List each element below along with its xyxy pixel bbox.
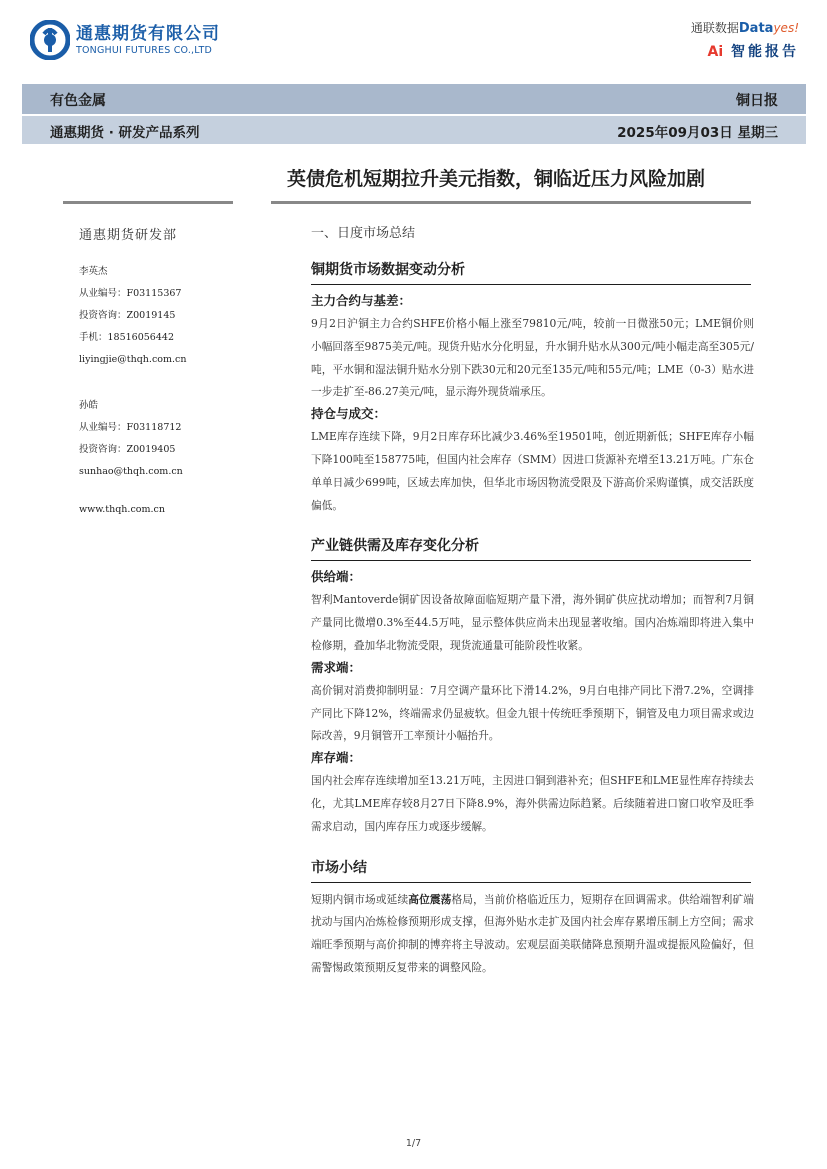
- company-name-cn: 通惠期货有限公司: [76, 23, 220, 44]
- market-data-title: 铜期货市场数据变动分析: [311, 259, 751, 285]
- page-number: 1/7: [405, 1138, 422, 1149]
- summary-paragraph: [311, 889, 754, 980]
- demand-label: 需求端：: [311, 659, 362, 675]
- section-heading: 一、日度市场总结: [311, 226, 416, 241]
- supply-chain-title: 产业链供需及库存变化分析: [311, 535, 751, 561]
- datayes-yes: yes!: [773, 21, 799, 35]
- demand-paragraph: 高价铜对消费抑制明显：7月空调产量环比下滑14.2%，9月白电排产同比下滑7.2%，空调排产同比下降12%，终端需求仍显疲软。但金九银十传统旺季预期下，铜管及电力项目需求或边际改善，9月铜管开工率预计小幅抬升。: [311, 683, 754, 743]
- summary-text-after: 格局，当前价格临近压力，短期存在回调需求。供给端智利矿端扰动与国内冶炼检修预期形成支撑，但海外贴水走扩及国内社会库存累增压制上方空间；需求端旺季预期与高价抑制的博弈将主导波动。宏观层面美联储降息预期升温或提振风险偏好，但需警惕政策预期反复带来的调整风险。: [311, 892, 754, 974]
- inventory-paragraph: 国内社会库存连续增加至13.21万吨，主因进口铜到港补充；但SHFE和LME显性库存持续去化，尤其LME库存较8月27日下降8.9%，海外供需边际趋紧。后续随着进口窗口收窄及旺季需求启动，国内库存压力或逐步缓解。: [311, 774, 754, 833]
- analyst-email[interactable]: sunhao@thqh.com.cn: [79, 466, 183, 477]
- company-website[interactable]: www.thqh.com.cn: [79, 504, 165, 515]
- company-logo: [30, 20, 220, 60]
- supply-label: 供给端：: [311, 569, 362, 585]
- report-body: [311, 222, 757, 980]
- basis-label: 主力合约与基差：: [311, 293, 412, 308]
- report-date: 2025年09月03日 星期三: [617, 125, 778, 141]
- ai-report-label: [691, 41, 799, 61]
- datayes-cn: 通联数据: [690, 21, 739, 35]
- datayes-data: Data: [738, 21, 774, 36]
- analyst-advisory: 投资咨询：Z0019405: [79, 444, 176, 455]
- author-sidebar: [79, 224, 249, 521]
- series-banner: [22, 116, 806, 144]
- analyst-name: 孙皓: [79, 400, 99, 411]
- ai-icon: Ai: [707, 44, 724, 60]
- ai-report-text: 智能报告: [731, 44, 799, 60]
- position-paragraph: LME库存连续下降，9月2日库存环比减少3.46%至19501吨，创近期新低；SHFE库存小幅下降100吨至158775吨，但国内社会库存（SMM）因进口货源补充增至13.21万吨。广东仓单单日减少699吨，区域去库加快，但华北市场因物流受限及下游高价采购谨慎，成交活跃度偏低。: [311, 430, 754, 512]
- analyst-phone: 手机：18516056442: [79, 332, 174, 343]
- research-dept: 通惠期货研发部: [79, 228, 178, 243]
- basis-paragraph: 9月2日沪铜主力合约SHFE价格小幅上涨至79810元/吨，较前一日微涨50元；LME铜价则小幅回落至9875美元/吨。现货升贴水分化明显，升水铜升贴水从300元/吨小幅走高至305元/吨，平水铜和湿法铜升贴水分别下跌30元和20元至135元/吨和55元/吨；LME（0-3）贴水进一步走扩至-86.27美元/吨，显示海外现货端承压。: [311, 317, 754, 399]
- title-divider-right: [271, 201, 751, 204]
- analyst-email[interactable]: liyingjie@thqh.com.cn: [79, 354, 187, 365]
- analyst-advisory: 投资咨询：Z0019145: [79, 310, 176, 321]
- analyst-license: 从业编号：F03118712: [79, 422, 182, 433]
- position-label: 持仓与成交：: [311, 406, 387, 422]
- summary-title: 市场小结: [311, 857, 751, 883]
- summary-highlight: 高位震荡: [408, 892, 452, 906]
- category-banner: [22, 84, 806, 114]
- datayes-logo: [691, 20, 799, 61]
- supply-paragraph: 智利Mantoverde铜矿因设备故障面临短期产量下滑，海外铜矿供应扰动增加；而智利7月铜产量同比微增0.3%至44.5万吨，显示整体供应尚未出现显著收缩。国内冶炼端即将进入集中检修期，叠加华北物流受限，现货流通量可能阶段性收紧。: [311, 593, 754, 652]
- analyst-license: 从业编号：F03115367: [79, 288, 182, 299]
- category-label: 有色金属: [50, 93, 106, 109]
- inventory-label: 库存端：: [311, 750, 362, 766]
- company-name-en: TONGHUI FUTURES CO.,LTD: [76, 44, 212, 56]
- report-title: 英债危机短期拉升美元指数，铜临近压力风险加剧: [287, 168, 706, 190]
- company-logo-icon: [30, 20, 70, 60]
- series-label: 通惠期货 · 研发产品系列: [50, 125, 200, 141]
- report-type-label: 铜日报: [736, 93, 778, 109]
- analyst-name: 李英杰: [79, 266, 108, 277]
- title-divider-left: [63, 201, 233, 204]
- summary-text-before: 短期内铜市场或延续: [311, 892, 409, 906]
- datayes-brand: [691, 20, 799, 37]
